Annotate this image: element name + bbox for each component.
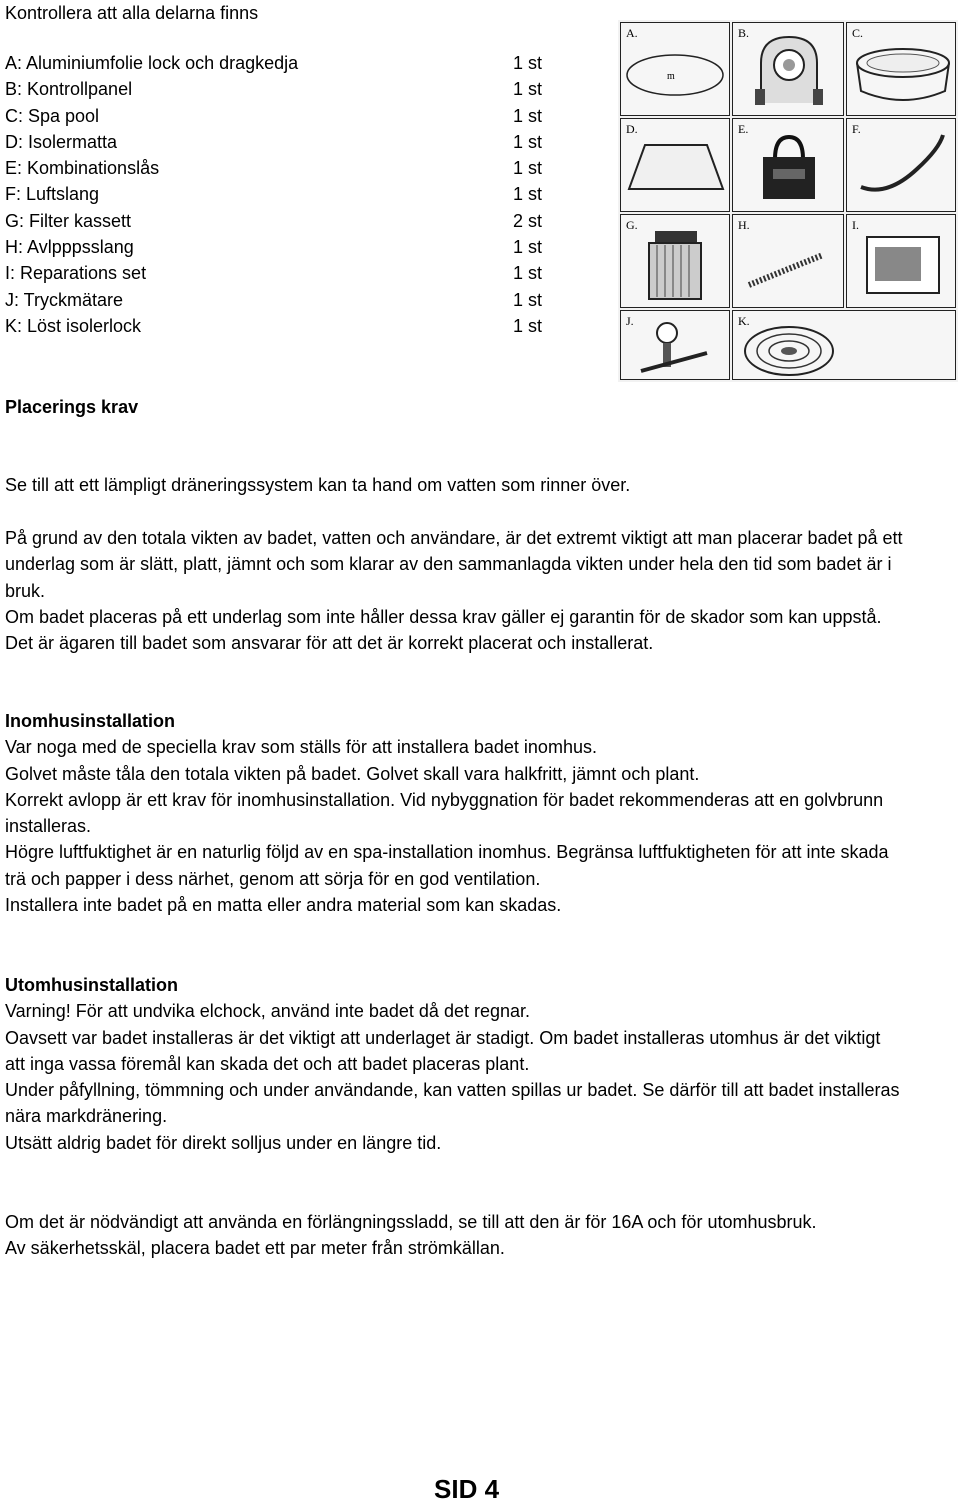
part-cell-g <box>620 214 730 308</box>
paragraph: Korrekt avlopp är ett krav för inomhusinstallation. Vid nybyggnation för badet rekommenderas att en golvbrunn installeras. <box>5 789 884 837</box>
part-cell-a <box>620 22 730 116</box>
part-name: F: Luftslang <box>5 184 100 205</box>
paragraph: Golvet måste tåla den totala vikten på badet. Golvet skall vara halkfritt, jämnt och plant. <box>5 763 700 784</box>
pressure-gauge-icon <box>621 311 729 379</box>
section-heading-outdoor: Utomhusinstallation <box>5 975 179 995</box>
part-letter: E. <box>738 122 749 136</box>
list-item <box>5 287 550 313</box>
part-letter: K. <box>738 314 750 328</box>
list-item <box>5 155 550 181</box>
checklist-title: Kontrollera att alla delarna finns <box>5 3 259 23</box>
list-item <box>5 260 550 286</box>
paragraph: Oavsett var badet installeras är det viktigt att underlaget är stadigt. Om badet installeras utomhus är det viktigt att inga vassa föremål kan skada det och att badet placeras plant. <box>5 1027 881 1074</box>
combination-lock-icon <box>733 119 843 209</box>
list-item <box>5 103 550 129</box>
part-cell-f <box>846 118 956 212</box>
part-quantity: 1 st <box>513 289 543 310</box>
list-item <box>5 234 550 260</box>
part-quantity: 1 st <box>513 315 543 336</box>
part-name: A: Aluminiumfolie lock och dragkedja <box>5 53 299 73</box>
part-letter: D. <box>626 122 638 136</box>
part-name: C: Spa pool <box>5 105 100 126</box>
paragraph: Var noga med de speciella krav som ställs för att installera badet inomhus. <box>5 737 597 758</box>
list-item <box>5 208 550 234</box>
control-panel-icon <box>733 23 843 113</box>
part-quantity: 1 st <box>513 105 543 126</box>
part-letter: I. <box>852 218 859 232</box>
part-quantity: 1 st <box>513 131 543 152</box>
air-hose-icon <box>847 119 955 209</box>
part-letter: C. <box>852 26 864 40</box>
part-name: G: Filter kassett <box>5 210 132 231</box>
extension-section <box>5 1209 905 1262</box>
repair-kit-icon <box>847 215 955 305</box>
brand-logo-text: m <box>667 71 675 82</box>
part-name: I: Reparations set <box>5 263 147 284</box>
paragraph: På grund av den totala vikten av badet, vatten och användare, är det extremt viktigt att man placerar badet på ett underlag som är slätt, platt, jämnt och som klarar av den sammanlagda vikten under hela den tid som badet är i bruk. <box>5 528 903 601</box>
list-item <box>5 129 550 155</box>
paragraph: Varning! För att undvika elchock, använd inte badet då det regnar. <box>5 1001 531 1022</box>
parts-illustration <box>618 20 958 382</box>
paragraph: Om badet placeras på ett underlag som inte håller dessa krav gäller ej garantin för de skador som kan uppstå. Det är ägaren till badet som ansvarar för att det är korrekt placerat och installerat. <box>5 606 882 654</box>
list-item <box>5 181 550 207</box>
loose-lid-icon <box>733 311 953 379</box>
part-cell-b <box>732 22 844 116</box>
part-letter: H. <box>738 218 750 232</box>
part-cell-i <box>846 214 956 308</box>
part-quantity: 1 st <box>513 79 543 100</box>
part-letter: F. <box>852 122 861 136</box>
part-cell-k <box>732 310 956 380</box>
part-quantity: 1 st <box>513 53 543 73</box>
part-letter: J. <box>626 314 634 328</box>
part-quantity: 2 st <box>513 210 543 231</box>
section-heading-indoor: Inomhusinstallation <box>5 711 176 731</box>
list-item <box>5 76 550 102</box>
part-name: K: Löst isolerlock <box>5 315 142 336</box>
part-name: J: Tryckmätare <box>5 289 124 310</box>
section-heading-placement: Placerings krav <box>5 397 139 417</box>
part-cell-j <box>620 310 730 380</box>
part-cell-e <box>732 118 844 212</box>
paragraph: Under påfyllning, tömmning och under användande, kan vatten spillas ur badet. Se därför till att badet installeras nära markdränering. <box>5 1080 900 1127</box>
part-cell-h <box>732 214 844 308</box>
part-name: H: Avlpppsslang <box>5 237 134 258</box>
list-item <box>5 50 550 76</box>
paragraph: Installera inte badet på en matta eller andra material som kan skadas. <box>5 895 562 916</box>
part-name: B: Kontrollpanel <box>5 79 133 100</box>
part-cell-c <box>846 22 956 116</box>
parts-list <box>5 50 550 339</box>
part-quantity: 1 st <box>513 158 543 179</box>
part-letter: B. <box>738 26 750 40</box>
spa-pool-icon <box>847 23 955 113</box>
page-number: SID 4 <box>434 1474 500 1504</box>
paragraph: Högre luftfuktighet är en naturlig följd av en spa-installation inomhus. Begränsa luftfuktigheten för att inte skada trä och papper i dess närhet, genom att sörja för en god ventilation. <box>5 842 889 889</box>
part-letter: G. <box>626 218 638 232</box>
indoor-section <box>5 708 905 918</box>
part-name: E: Kombinationslås <box>5 158 160 179</box>
placement-paragraphs <box>5 525 905 656</box>
outdoor-section <box>5 972 905 1156</box>
part-letter: A. <box>626 26 638 40</box>
part-quantity: 1 st <box>513 237 543 258</box>
part-quantity: 1 st <box>513 184 543 205</box>
part-cell-d <box>620 118 730 212</box>
drain-note: Se till att ett lämpligt dräneringssystem kan ta hand om vatten som rinner över. <box>5 475 631 495</box>
list-item <box>5 313 550 339</box>
paragraph: Av säkerhetsskäl, placera badet ett par meter från strömkällan. <box>5 1238 505 1259</box>
paragraph: Om det är nödvändigt att använda en förlängningssladd, se till att den är för 16A och för utomhusbruk. <box>5 1212 817 1232</box>
part-quantity: 1 st <box>513 263 543 284</box>
paragraph: Utsätt aldrig badet för direkt solljus under en längre tid. <box>5 1132 442 1153</box>
part-name: D: Isolermatta <box>5 131 118 152</box>
